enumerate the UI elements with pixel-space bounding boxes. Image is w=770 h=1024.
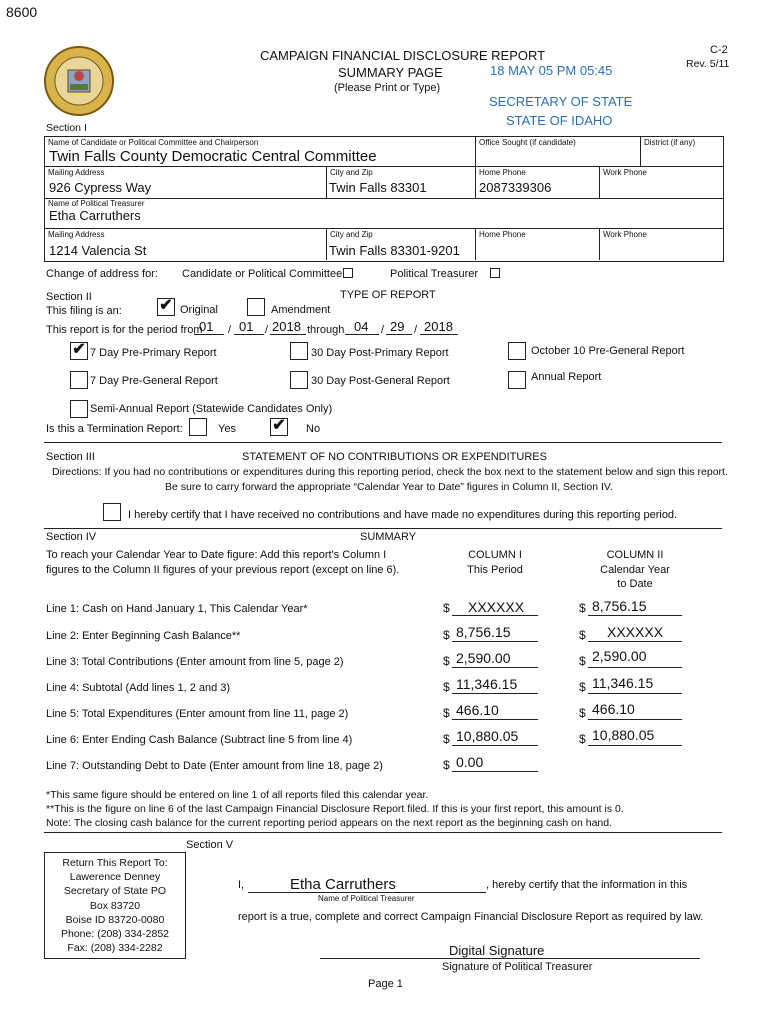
return-address-line: Boise ID 83720-0080 xyxy=(65,913,165,926)
line-3-column-1[interactable]: 2,590.00 xyxy=(456,650,511,666)
state-seal-icon xyxy=(44,46,114,116)
original-label: Original xyxy=(180,304,218,316)
summary-instruction-2: figures to the Column II figures of your previous report (except on line 6). xyxy=(46,564,400,576)
period-label: This report is for the period from xyxy=(46,324,203,336)
line-label: Line 3: Total Contributions (Enter amount from line 5, page 2) xyxy=(46,656,344,668)
line-label: Line 6: Enter Ending Cash Balance (Subtract line 5 from line 4) xyxy=(46,734,353,746)
mailing-label-2: Mailing Address xyxy=(48,230,105,239)
home-phone-label-1: Home Phone xyxy=(479,168,526,177)
period-to-day[interactable]: 29 xyxy=(390,319,405,334)
7day-pre-general-checkbox[interactable] xyxy=(70,371,88,389)
semi-annual-checkbox[interactable] xyxy=(70,400,88,418)
oct10-pre-general-checkbox[interactable] xyxy=(508,342,526,360)
work-phone-label-1: Work Phone xyxy=(603,168,647,177)
dollar-sign: $ xyxy=(443,680,450,694)
line-1-column-2[interactable]: 8,756.15 xyxy=(592,598,647,614)
page-number: Page 1 xyxy=(368,978,403,990)
report-title: CAMPAIGN FINANCIAL DISCLOSURE REPORT xyxy=(260,48,546,63)
annual-report-checkbox[interactable] xyxy=(508,371,526,389)
footnote-2: **This is the figure on line 6 of the last Campaign Financial Disclosure Report filed. If this is your first report, this amount is 0. xyxy=(46,803,624,815)
line-5-column-2[interactable]: 466.10 xyxy=(592,701,635,717)
dollar-sign: $ xyxy=(443,601,450,615)
dollar-sign: $ xyxy=(579,732,586,746)
30day-post-primary-label: 30 Day Post-Primary Report xyxy=(311,347,449,359)
form-number: 8600 xyxy=(6,4,38,20)
period-from-day[interactable]: 01 xyxy=(239,319,254,334)
original-checkbox[interactable]: ✔ xyxy=(157,298,175,316)
line-2-column-2[interactable]: XXXXXX xyxy=(607,624,664,640)
city-field-1[interactable]: Twin Falls 83301 xyxy=(329,180,427,195)
semi-annual-label: Semi-Annual Report (Statewide Candidates Only) xyxy=(90,403,333,415)
change-committee-checkbox[interactable] xyxy=(343,268,353,278)
received-stamp-date: 18 MAY 05 PM 05:45 xyxy=(490,63,613,78)
office-label: Office Sought (if candidate) xyxy=(479,138,576,147)
revision: Rev. 5/11 xyxy=(686,58,730,70)
signer-name-field[interactable]: Etha Carruthers xyxy=(290,876,396,893)
7day-pre-primary-label: 7 Day Pre-Primary Report xyxy=(90,347,217,359)
certify-tail: , hereby certify that the information in this xyxy=(486,879,688,891)
dollar-sign: $ xyxy=(579,654,586,668)
section-3-label: Section III xyxy=(46,451,95,463)
dollar-sign: $ xyxy=(443,628,450,642)
amendment-label: Amendment xyxy=(271,304,331,316)
dollar-sign: $ xyxy=(443,706,450,720)
30day-post-primary-checkbox[interactable] xyxy=(290,342,308,360)
amendment-checkbox[interactable] xyxy=(247,298,265,316)
return-address-line: Fax: (208) 334-2282 xyxy=(67,942,163,955)
return-address-line: Phone: (208) 334-2852 xyxy=(61,928,169,941)
period-slash-4: / xyxy=(414,324,418,336)
dollar-sign: $ xyxy=(579,680,586,694)
30day-post-general-checkbox[interactable] xyxy=(290,371,308,389)
no-activity-checkbox[interactable] xyxy=(103,503,121,521)
section-3-heading: STATEMENT OF NO CONTRIBUTIONS OR EXPENDITURES xyxy=(242,451,547,463)
change-address-label: Change of address for: xyxy=(46,268,158,280)
return-address-line: Secretary of State PO xyxy=(63,885,167,898)
through-label: through xyxy=(307,324,345,336)
name-label: Name of Candidate or Political Committee and Chairperson xyxy=(48,138,259,147)
city-field-2[interactable]: Twin Falls 83301-9201 xyxy=(329,243,460,258)
period-from-year[interactable]: 2018 xyxy=(272,319,301,334)
line-7-column-1[interactable]: 0.00 xyxy=(456,754,484,770)
line-label: Line 2: Enter Beginning Cash Balance** xyxy=(46,630,241,642)
section-3-directions-2: Be sure to carry forward the appropriate “Calendar Year to Date” figures in Column II, Section IV. xyxy=(165,481,613,493)
filing-label: This filing is an: xyxy=(46,305,122,317)
column-1-subheading: This Period xyxy=(467,564,523,576)
committee-name-field[interactable]: Twin Falls County Democratic Central Committee xyxy=(49,148,377,165)
received-stamp-state: STATE OF IDAHO xyxy=(506,113,613,128)
district-label: District (if any) xyxy=(644,138,696,147)
dollar-sign: $ xyxy=(443,758,450,772)
dollar-sign: $ xyxy=(579,706,586,720)
line-5-column-1[interactable]: 466.10 xyxy=(456,702,499,718)
return-address xyxy=(44,856,186,955)
column-2-heading: COLUMN II xyxy=(606,549,664,561)
no-activity-certify: I hereby certify that I have received no contributions and have made no expenditures during this reporting period. xyxy=(128,509,678,521)
signature-caption: Signature of Political Treasurer xyxy=(442,961,593,973)
30day-post-general-label: 30 Day Post-General Report xyxy=(311,375,450,387)
line-1-column-1[interactable]: XXXXXX xyxy=(468,599,525,615)
dollar-sign: $ xyxy=(443,732,450,746)
line-4-column-1[interactable]: 11,346.15 xyxy=(456,676,518,692)
address-field-2[interactable]: 1214 Valencia St xyxy=(49,243,147,258)
line-label: Line 1: Cash on Hand January 1, This Calendar Year* xyxy=(46,603,308,615)
section-3-directions-1: Directions: If you had no contributions or expenditures during this reporting period, check the box next to the statement below and sign this report. xyxy=(52,466,728,478)
city-label-2: City and Zip xyxy=(330,230,373,239)
7day-pre-general-label: 7 Day Pre-General Report xyxy=(90,375,218,387)
home-phone-field-1[interactable]: 2087339306 xyxy=(479,180,552,195)
return-address-line: Box 83720 xyxy=(89,899,141,912)
home-phone-label-2: Home Phone xyxy=(479,230,526,239)
treasurer-label: Name of Political Treasurer xyxy=(48,199,145,208)
print-instruction: (Please Print or Type) xyxy=(334,82,441,94)
annual-report-label: Annual Report xyxy=(531,371,602,383)
line-label: Line 7: Outstanding Debt to Date (Enter amount from line 18, page 2) xyxy=(46,760,383,772)
termination-label: Is this a Termination Report: xyxy=(46,423,183,435)
7day-pre-primary-checkbox[interactable]: ✔ xyxy=(70,342,88,360)
period-slash-3: / xyxy=(381,324,385,336)
treasurer-field[interactable]: Etha Carruthers xyxy=(49,208,141,223)
line-3-column-2[interactable]: 2,590.00 xyxy=(592,648,647,664)
return-address-line: Lawerence Denney xyxy=(69,871,161,884)
section-4-heading: SUMMARY xyxy=(360,531,417,543)
certify-statement: report is a true, complete and correct Campaign Financial Disclosure Report as required by law. xyxy=(238,911,704,923)
line-label: Line 4: Subtotal (Add lines 1, 2 and 3) xyxy=(46,682,231,694)
type-of-report-heading: TYPE OF REPORT xyxy=(340,289,436,301)
column-2-subheading-1: Calendar Year xyxy=(600,564,670,576)
address-field-1[interactable]: 926 Cypress Way xyxy=(49,180,152,195)
termination-yes-label: Yes xyxy=(218,423,236,435)
summary-instruction-1: To reach your Calendar Year to Date figure: Add this report's Column I xyxy=(46,549,387,561)
section-4-label: Section IV xyxy=(46,531,97,543)
report-subtitle: SUMMARY PAGE xyxy=(338,65,443,80)
footnote-1: *This same figure should be entered on line 1 of all reports filed this calendar year. xyxy=(46,789,429,801)
form-code: C-2 xyxy=(710,44,728,56)
dollar-sign: $ xyxy=(579,601,586,615)
change-treasurer-label: Political Treasurer xyxy=(390,268,479,280)
change-treasurer-checkbox[interactable] xyxy=(490,268,500,278)
period-to-year[interactable]: 2018 xyxy=(424,319,453,334)
footnote-3: Note: The closing cash balance for the current reporting period appears on the next report as the beginning cash on hand. xyxy=(46,817,613,829)
column-1-heading: COLUMN I xyxy=(468,549,522,561)
mailing-label-1: Mailing Address xyxy=(48,168,105,177)
section-2-label: Section II xyxy=(46,291,92,303)
dollar-sign: $ xyxy=(579,628,586,642)
column-2-subheading-2: to Date xyxy=(617,578,653,590)
line-6-column-2[interactable]: 10,880.05 xyxy=(592,727,655,743)
period-slash-1: / xyxy=(228,324,232,336)
line-6-column-1[interactable]: 10,880.05 xyxy=(456,728,519,744)
period-to-month[interactable]: 04 xyxy=(354,319,369,334)
termination-yes-checkbox[interactable] xyxy=(189,418,207,436)
period-slash-2: / xyxy=(265,324,269,336)
change-committee-label: Candidate or Political Committee xyxy=(182,268,343,280)
line-2-column-1[interactable]: 8,756.15 xyxy=(456,624,511,640)
line-label: Line 5: Total Expenditures (Enter amount from line 11, page 2) xyxy=(46,708,349,720)
received-stamp-office: SECRETARY OF STATE xyxy=(489,94,633,109)
city-label-1: City and Zip xyxy=(330,168,373,177)
treasurer-name-caption: Name of Political Treasurer xyxy=(318,894,415,903)
return-address-line: Return This Report To: xyxy=(62,857,168,869)
termination-no-label: No xyxy=(306,423,321,435)
dollar-sign: $ xyxy=(443,654,450,668)
section-5-label: Section V xyxy=(186,839,234,851)
signature-field[interactable]: Digital Signature xyxy=(449,943,545,958)
section-1-label: Section I xyxy=(46,122,87,134)
line-4-column-2[interactable]: 11,346.15 xyxy=(592,675,654,691)
oct10-pre-general-label: October 10 Pre-General Report xyxy=(531,345,685,357)
i-label: I, xyxy=(238,879,245,891)
period-from-month[interactable]: 01 xyxy=(199,319,214,334)
work-phone-label-2: Work Phone xyxy=(603,230,647,239)
termination-no-checkbox[interactable]: ✔ xyxy=(270,418,288,436)
